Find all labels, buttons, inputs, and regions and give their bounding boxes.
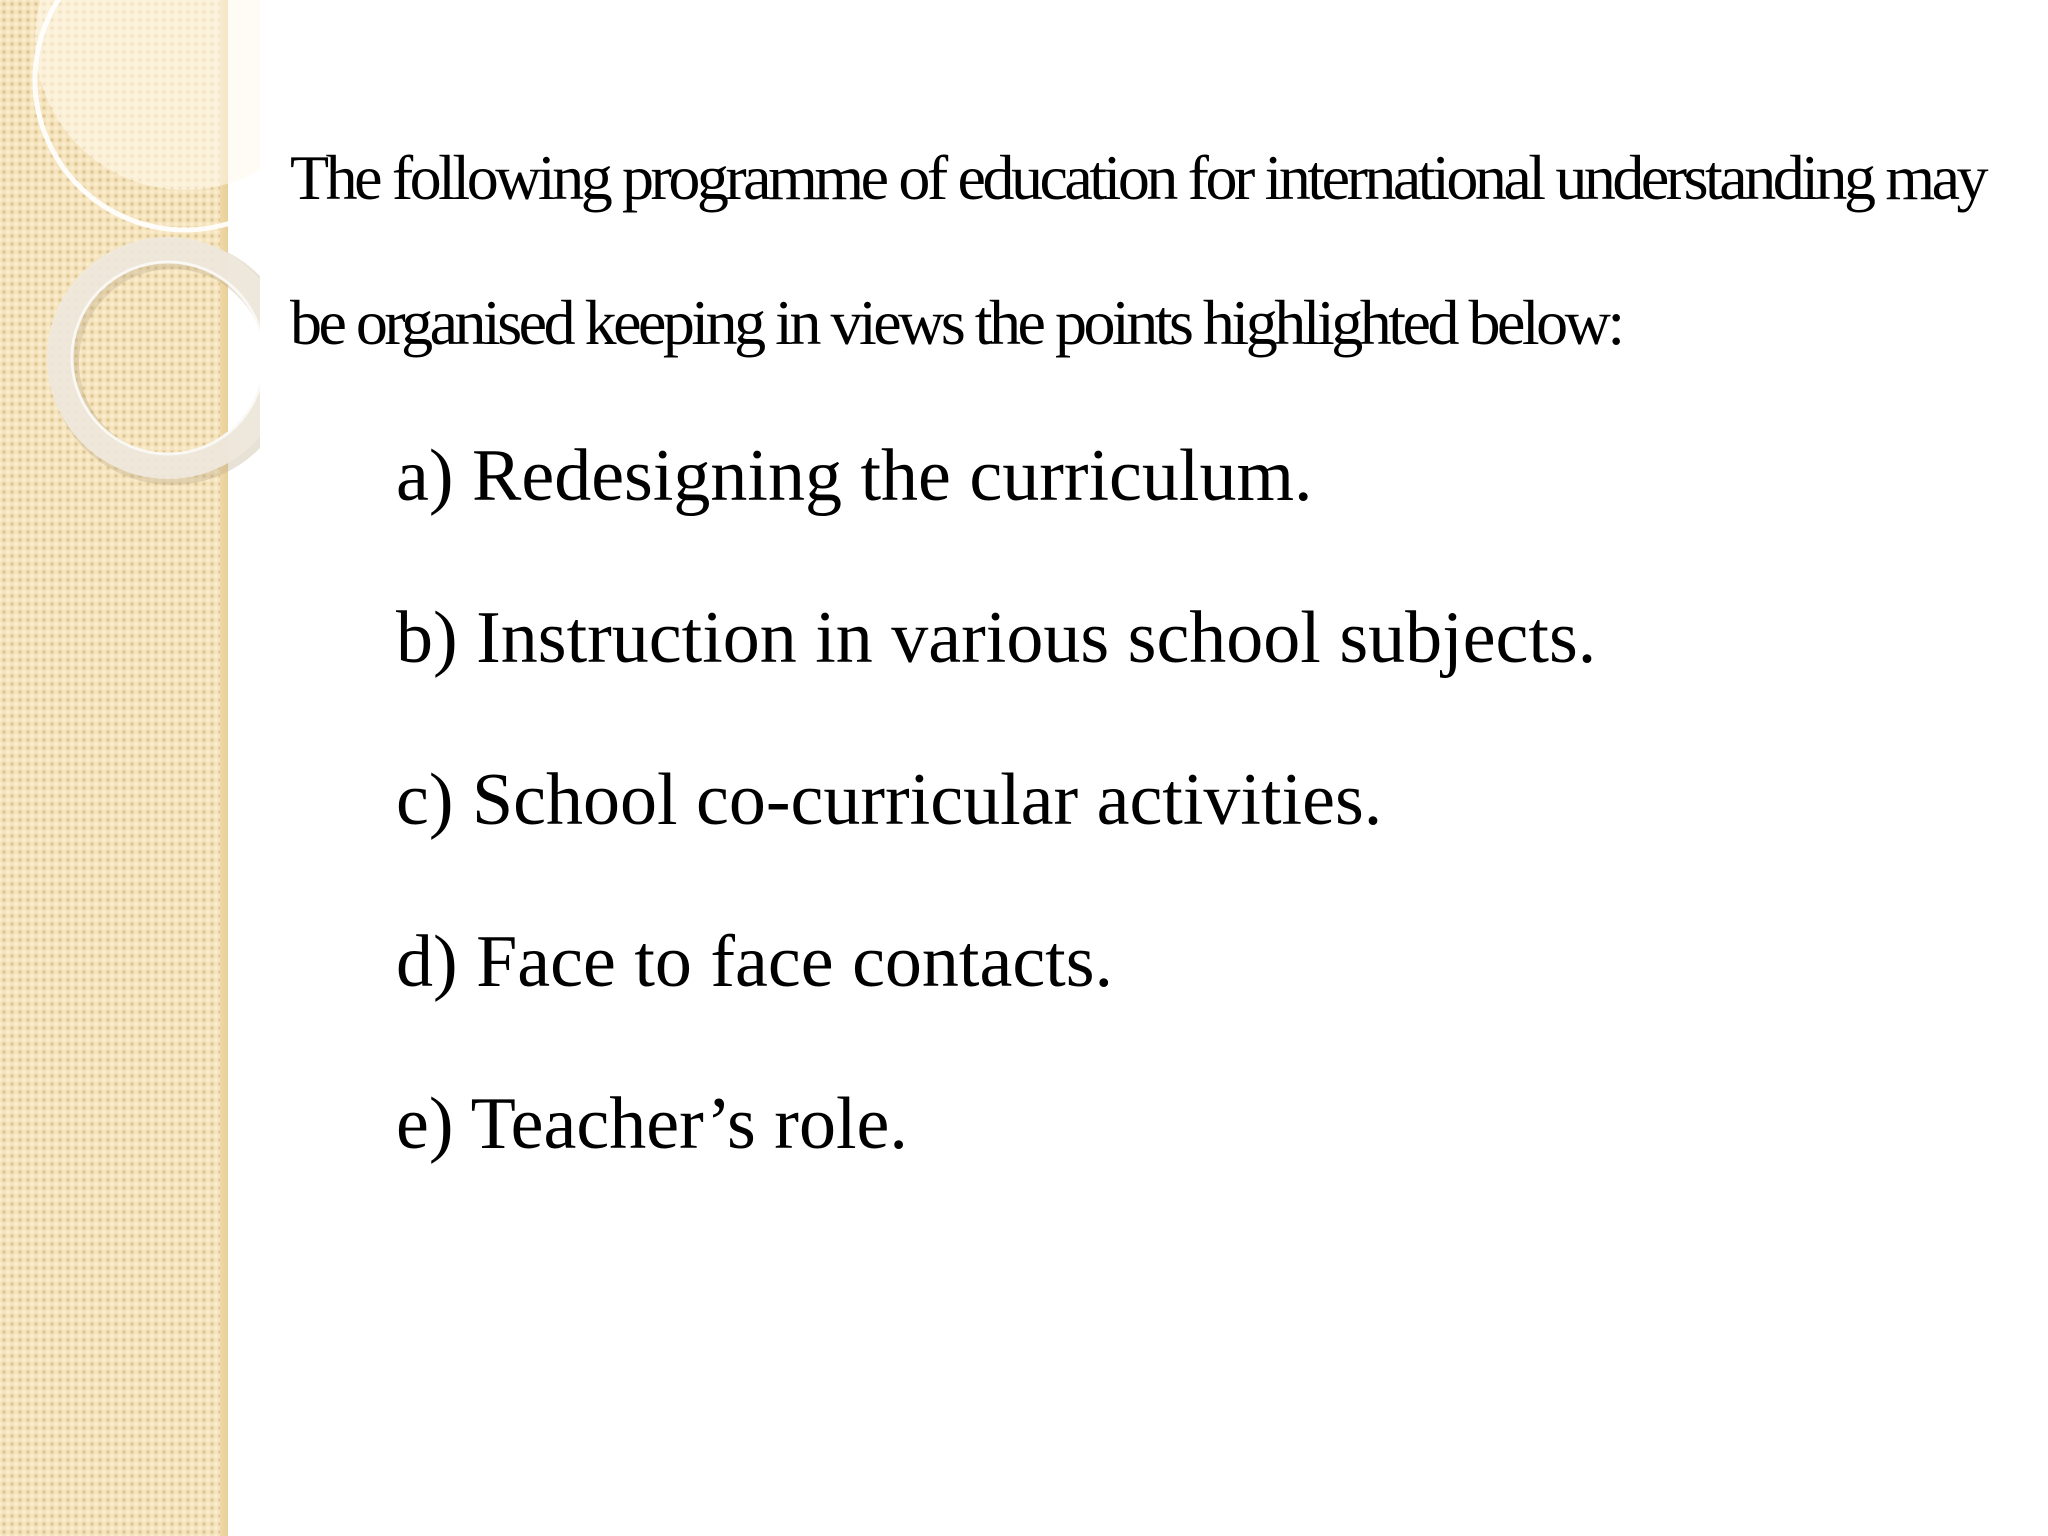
list-item: b) Instruction in various school subjects.: [396, 597, 1597, 679]
list-item: c) School co-curricular activities.: [396, 759, 1383, 841]
list-item: d) Face to face contacts.: [396, 921, 1114, 1003]
list-item: e) Teacher’s role.: [396, 1083, 908, 1165]
pale-disc: [35, 0, 260, 190]
thick-ring: [60, 250, 260, 466]
points-list: [290, 395, 1985, 1205]
list-item: a) Redesigning the curriculum.: [396, 435, 1313, 517]
intro-paragraph: The following programme of education for international understanding may be organised keeping in views the points highlighted below:: [290, 142, 1985, 358]
decorative-rings-icon: [0, 0, 260, 520]
slide-content: [290, 105, 1985, 1205]
thick-ring-highlight: [72, 262, 260, 454]
